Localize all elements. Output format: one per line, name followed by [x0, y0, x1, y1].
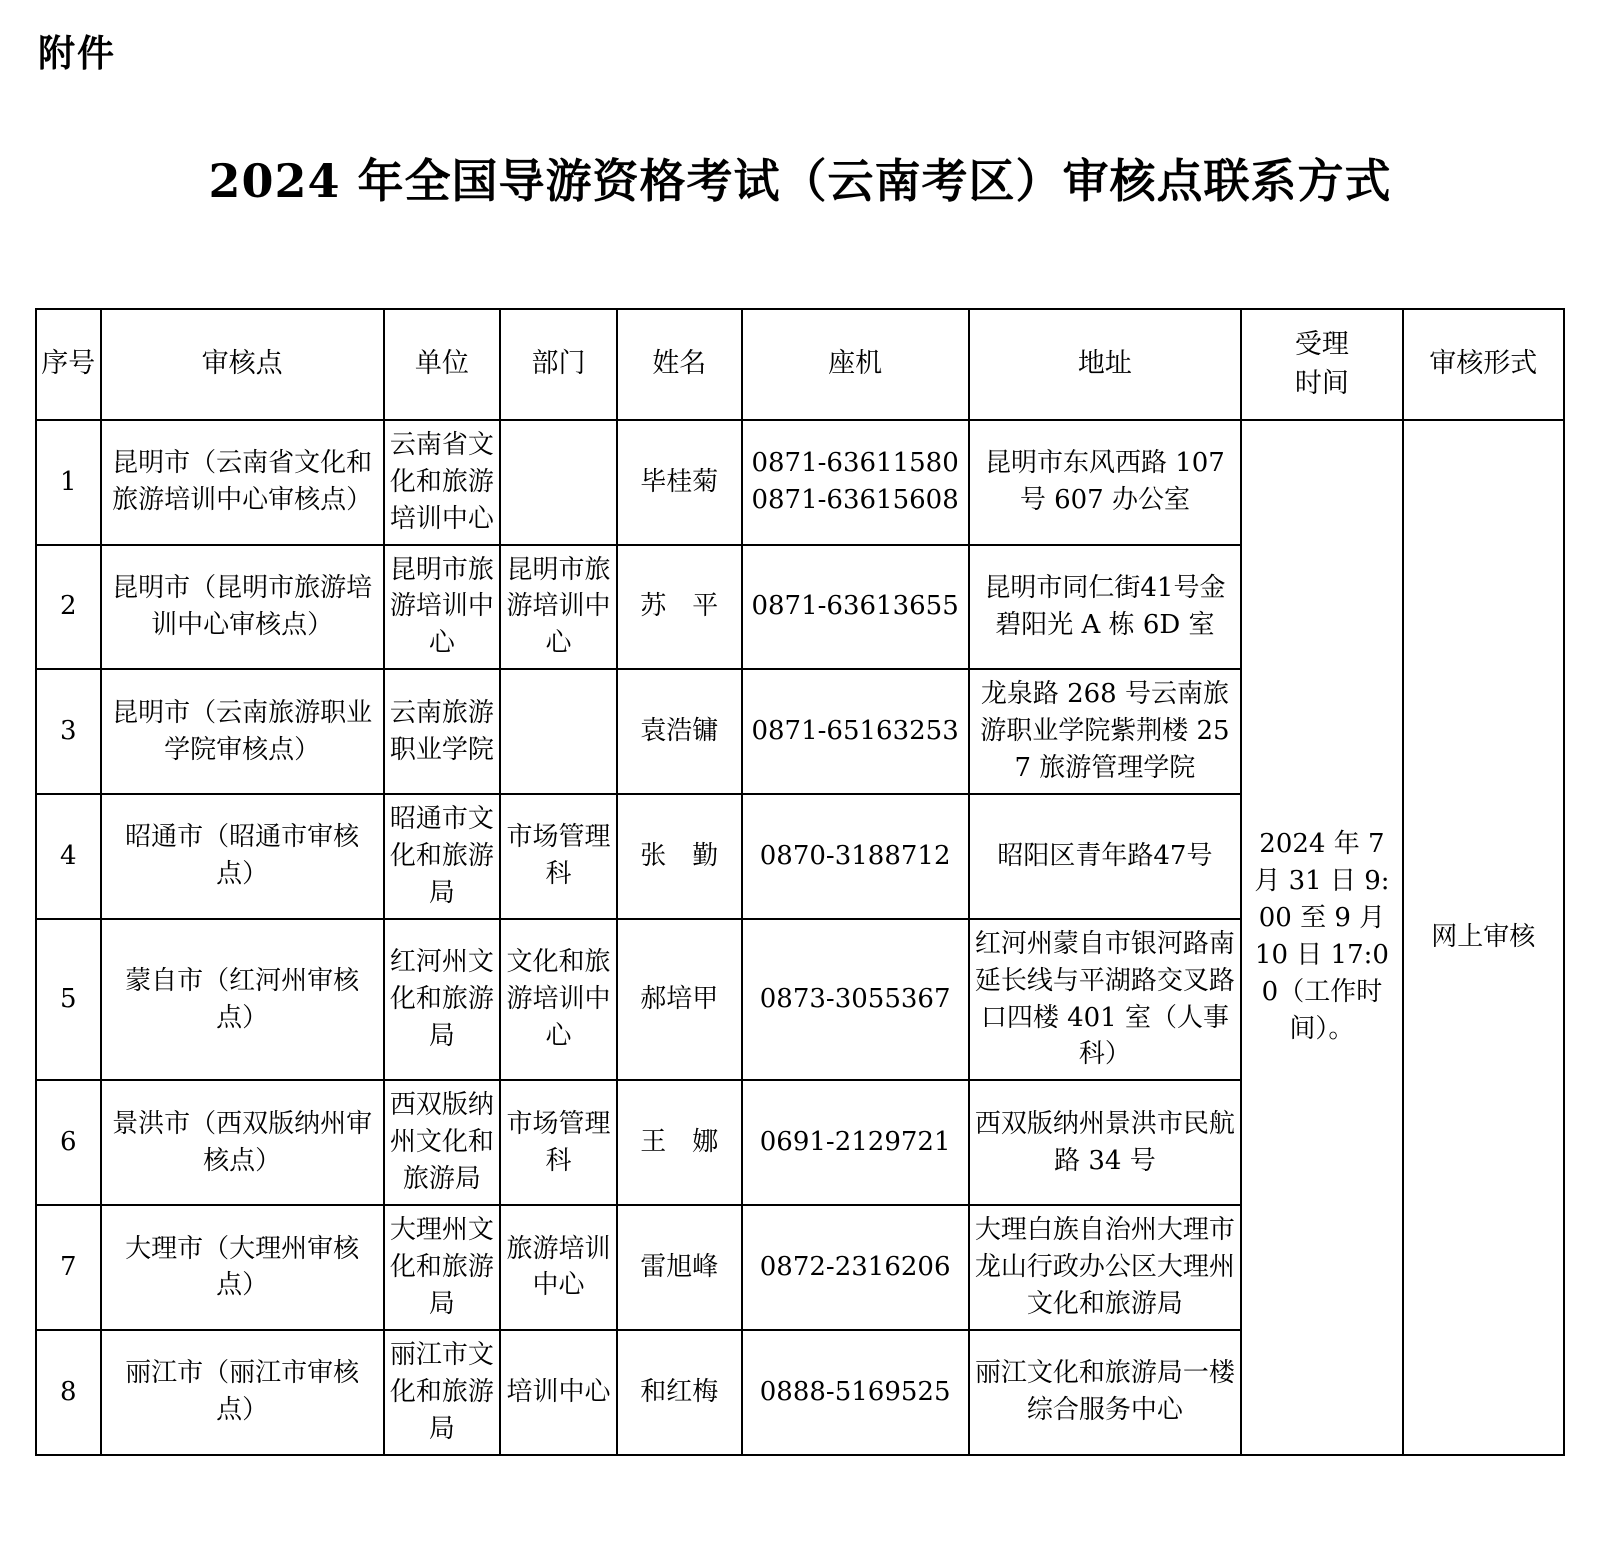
cell-point: 昆明市（云南省文化和旅游培训中心审核点）: [101, 420, 384, 545]
table-row: [36, 420, 1564, 545]
cell-unit: 昭通市文化和旅游局: [384, 794, 501, 919]
cell-dept: 市场管理科: [500, 1080, 617, 1205]
cell-dept: [500, 669, 617, 794]
cell-no: 2: [36, 545, 101, 670]
cell-no: 8: [36, 1330, 101, 1455]
cell-address: 昭阳区青年路47号: [969, 794, 1242, 919]
header-dept: 部门: [500, 309, 617, 420]
cell-dept: 文化和旅游培训中心: [500, 919, 617, 1081]
cell-unit: 红河州文化和旅游局: [384, 919, 501, 1081]
cell-phone: 0873-3055367: [742, 919, 969, 1081]
cell-name: 雷旭峰: [617, 1205, 742, 1330]
cell-address: 大理白族自治州大理市龙山行政办公区大理州文化和旅游局: [969, 1205, 1242, 1330]
header-no: 序号: [36, 309, 101, 420]
table-header-row: [36, 309, 1564, 420]
cell-address: 西双版纳州景洪市民航路 34 号: [969, 1080, 1242, 1205]
cell-unit: 云南省文化和旅游培训中心: [384, 420, 501, 545]
cell-address: 龙泉路 268 号云南旅游职业学院紫荆楼 257 旅游管理学院: [969, 669, 1242, 794]
cell-accept-time: 2024 年 7 月 31 日 9:00 至 9 月 10 日 17:00（工作时间）。: [1241, 420, 1402, 1455]
cell-no: 5: [36, 919, 101, 1081]
cell-point: 大理市（大理州审核点）: [101, 1205, 384, 1330]
cell-no: 6: [36, 1080, 101, 1205]
attachment-label: 附件: [38, 32, 116, 75]
header-name: 姓名: [617, 309, 742, 420]
cell-name: 毕桂菊: [617, 420, 742, 545]
cell-dept: 市场管理科: [500, 794, 617, 919]
cell-point: 蒙自市（红河州审核点）: [101, 919, 384, 1081]
cell-address: 红河州蒙自市银河路南延长线与平湖路交叉路口四楼 401 室（人事科）: [969, 919, 1242, 1081]
cell-no: 3: [36, 669, 101, 794]
cell-phone: 0888-5169525: [742, 1330, 969, 1455]
cell-dept: 培训中心: [500, 1330, 617, 1455]
cell-name: 苏 平: [617, 545, 742, 670]
header-address: 地址: [969, 309, 1242, 420]
cell-point: 昭通市（昭通市审核点）: [101, 794, 384, 919]
cell-phone-line1: 0871-63611580: [751, 448, 959, 479]
cell-no: 1: [36, 420, 101, 545]
cell-unit: 昆明市旅游培训中心: [384, 545, 501, 670]
cell-address: 丽江文化和旅游局一楼综合服务中心: [969, 1330, 1242, 1455]
cell-dept: 昆明市旅游培训中心: [500, 545, 617, 670]
cell-no: 7: [36, 1205, 101, 1330]
cell-point: 昆明市（云南旅游职业学院审核点）: [101, 669, 384, 794]
cell-unit: 丽江市文化和旅游局: [384, 1330, 501, 1455]
cell-unit: 云南旅游职业学院: [384, 669, 501, 794]
header-accept-time-line2: 时间: [1294, 367, 1349, 399]
header-accept-time: [1241, 309, 1402, 420]
header-phone: 座机: [742, 309, 969, 420]
cell-name: 郝培甲: [617, 919, 742, 1081]
cell-phone: 0872-2316206: [742, 1205, 969, 1330]
cell-name: 张 勤: [617, 794, 742, 919]
cell-name: 袁浩镛: [617, 669, 742, 794]
cell-dept: [500, 420, 617, 545]
cell-point: 景洪市（西双版纳州审核点）: [101, 1080, 384, 1205]
header-point: 审核点: [101, 309, 384, 420]
cell-phone: 0691-2129721: [742, 1080, 969, 1205]
cell-no: 4: [36, 794, 101, 919]
cell-phone: 0871-63613655: [742, 545, 969, 670]
header-accept-time-line1: 受理: [1294, 329, 1349, 361]
cell-review-form: 网上审核: [1403, 420, 1564, 1455]
cell-unit: 大理州文化和旅游局: [384, 1205, 501, 1330]
cell-point: 丽江市（丽江市审核点）: [101, 1330, 384, 1455]
cell-phone: 0871-65163253: [742, 669, 969, 794]
header-unit: 单位: [384, 309, 501, 420]
cell-address: 昆明市同仁街41号金碧阳光 A 栋 6D 室: [969, 545, 1242, 670]
cell-phone-line2: 0871-63615608: [751, 485, 959, 516]
cell-phone: [742, 420, 969, 545]
cell-dept: 旅游培训中心: [500, 1205, 617, 1330]
review-points-contact-table: [35, 308, 1565, 1455]
cell-name: 和红梅: [617, 1330, 742, 1455]
cell-address: 昆明市东风西路 107 号 607 办公室: [969, 420, 1242, 545]
cell-unit: 西双版纳州文化和旅游局: [384, 1080, 501, 1205]
page-title: 2024 年全国导游资格考试（云南考区）审核点联系方式: [208, 154, 1392, 209]
cell-point: 昆明市（昆明市旅游培训中心审核点）: [101, 545, 384, 670]
header-review-form: 审核形式: [1403, 309, 1564, 420]
cell-name: 王 娜: [617, 1080, 742, 1205]
cell-phone: 0870-3188712: [742, 794, 969, 919]
